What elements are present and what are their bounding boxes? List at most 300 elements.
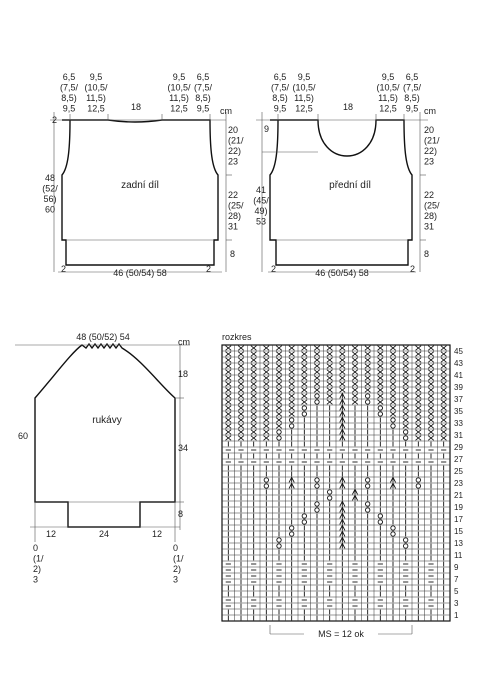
chart-symbol-cross: [251, 352, 257, 357]
chart-symbol-cross: [264, 394, 270, 399]
chart-row-number: 23: [454, 479, 463, 488]
chart-symbol-cross: [314, 358, 320, 363]
back-side-height-label: 22 (25/ 28) 31: [228, 190, 244, 232]
chart-symbol-cross: [276, 346, 282, 351]
chart-symbol-yarn-over: [315, 478, 319, 482]
chart-symbol-yarn-over: [403, 430, 407, 434]
chart-symbol-cross: [314, 364, 320, 369]
chart-symbol-decrease: [340, 411, 345, 416]
chart-symbol-cross: [416, 436, 422, 441]
chart-row-number: 27: [454, 455, 463, 464]
back-piece-title: zadní díl: [121, 180, 159, 191]
chart-symbol-cross: [314, 382, 320, 387]
chart-symbol-cross: [378, 400, 384, 405]
chart-symbol-decrease: [352, 495, 357, 500]
chart-symbol-cross: [390, 352, 396, 357]
chart-symbol-cross: [378, 364, 384, 369]
chart-symbol-cross: [416, 352, 422, 357]
chart-symbol-cross: [340, 370, 346, 375]
chart-symbol-yarn-over: [289, 418, 293, 422]
chart-symbol-cross: [289, 376, 295, 381]
front-neck-side-right-label: 9,5 (10,5/ 11,5) 12,5: [376, 72, 400, 114]
back-total-height-label: 48 (52/ 56) 60: [42, 173, 58, 215]
chart-symbol-cross: [352, 364, 358, 369]
chart-symbol-cross: [276, 424, 282, 429]
chart-symbol-cross: [378, 394, 384, 399]
chart-symbol-cross: [352, 376, 358, 381]
chart-symbol-cross: [416, 430, 422, 435]
chart-symbol-yarn-over: [378, 520, 382, 524]
stitch-chart-row-numbers: [454, 347, 463, 620]
chart-symbol-cross: [264, 436, 270, 441]
chart-symbol-yarn-over: [327, 490, 331, 494]
chart-symbol-cross: [251, 394, 257, 399]
chart-symbol-decrease: [340, 393, 345, 398]
chart-symbol-yarn-over: [315, 394, 319, 398]
chart-symbol-cross: [238, 358, 244, 363]
chart-symbol-cross: [302, 346, 308, 351]
chart-symbol-cross: [340, 352, 346, 357]
front-piece-title: přední díl: [329, 180, 371, 191]
chart-symbol-yarn-over: [378, 514, 382, 518]
chart-symbol-decrease: [340, 405, 345, 410]
chart-row-number: 25: [454, 467, 463, 476]
chart-symbol-cross: [428, 346, 434, 351]
sleeve-increase-right-label: 0 (1/ 2) 3: [173, 543, 184, 585]
chart-symbol-yarn-over: [365, 400, 369, 404]
chart-row-number: 9: [454, 563, 459, 572]
chart-row-number: 13: [454, 539, 463, 548]
chart-symbol-cross: [416, 400, 422, 405]
chart-symbol-cross: [416, 406, 422, 411]
chart-symbol-cross: [302, 364, 308, 369]
chart-symbol-cross: [251, 346, 257, 351]
chart-symbol-cross: [314, 388, 320, 393]
chart-symbol-cross: [340, 364, 346, 369]
chart-symbol-cross: [390, 394, 396, 399]
sleeve-top-width-label: 48 (50/52) 54: [76, 332, 130, 342]
chart-symbol-cross: [264, 418, 270, 423]
chart-symbol-yarn-over: [365, 484, 369, 488]
chart-symbol-cross: [378, 358, 384, 363]
chart-symbol-cross: [314, 370, 320, 375]
chart-symbol-cross: [238, 364, 244, 369]
chart-symbol-cross: [365, 376, 371, 381]
chart-symbol-cross: [403, 376, 409, 381]
sleeve-total-height-label: 60: [18, 431, 29, 441]
chart-symbol-cross: [352, 394, 358, 399]
chart-symbol-cross: [441, 388, 447, 393]
stitch-repeat-label: MS = 12 ok: [318, 629, 364, 639]
chart-symbol-cross: [238, 352, 244, 357]
chart-symbol-cross: [352, 358, 358, 363]
back-shoulder-right-label: 6,5 (7,5/ 8,5) 9,5: [193, 72, 213, 114]
chart-symbol-yarn-over: [416, 478, 420, 482]
front-bottom-width-label: 46 (50/54) 58: [315, 268, 369, 278]
chart-symbol-cross: [365, 370, 371, 375]
chart-symbol-cross: [416, 424, 422, 429]
chart-symbol-cross: [403, 364, 409, 369]
chart-symbol-cross: [264, 412, 270, 417]
chart-symbol-cross: [251, 358, 257, 363]
chart-symbol-yarn-over: [264, 478, 268, 482]
chart-symbol-cross: [390, 376, 396, 381]
front-unit-label: cm: [424, 106, 436, 116]
chart-symbol-decrease: [340, 417, 345, 422]
sleeve-bottom-left-label: 12: [45, 529, 57, 539]
chart-symbol-decrease: [340, 531, 345, 536]
chart-row-number: 39: [454, 383, 463, 392]
chart-symbol-cross: [264, 424, 270, 429]
chart-symbol-cross: [428, 358, 434, 363]
chart-symbol-cross: [416, 376, 422, 381]
chart-symbol-yarn-over: [289, 424, 293, 428]
chart-symbol-decrease: [340, 483, 345, 488]
sleeve-side-height-label: 34: [178, 443, 189, 453]
chart-symbol-yarn-over: [391, 418, 395, 422]
chart-symbol-cross: [251, 388, 257, 393]
chart-symbol-yarn-over: [365, 508, 369, 512]
chart-symbol-cross: [416, 388, 422, 393]
front-rib-edge-left-label: 2: [271, 264, 277, 274]
chart-symbol-cross: [340, 382, 346, 387]
chart-symbol-cross: [403, 370, 409, 375]
chart-symbol-cross: [340, 376, 346, 381]
chart-symbol-cross: [289, 388, 295, 393]
chart-symbol-cross: [289, 394, 295, 399]
chart-row-number: 33: [454, 419, 463, 428]
front-piece-schematic: [253, 72, 440, 278]
chart-symbol-cross: [276, 412, 282, 417]
chart-symbol-cross: [264, 346, 270, 351]
chart-symbol-cross: [289, 382, 295, 387]
chart-symbol-cross: [251, 430, 257, 435]
chart-symbol-cross: [276, 358, 282, 363]
chart-symbol-cross: [441, 364, 447, 369]
chart-symbol-cross: [441, 406, 447, 411]
chart-symbol-cross: [378, 382, 384, 387]
sleeve-outline: [35, 344, 175, 527]
chart-symbol-cross: [441, 382, 447, 387]
chart-symbol-cross: [365, 352, 371, 357]
chart-symbol-cross: [276, 418, 282, 423]
chart-symbol-cross: [302, 400, 308, 405]
chart-symbol-cross: [238, 388, 244, 393]
chart-symbol-cross: [238, 436, 244, 441]
sleeve-rib-height-label: 8: [178, 509, 184, 519]
chart-symbol-cross: [428, 436, 434, 441]
chart-symbol-cross: [289, 358, 295, 363]
sleeve-unit-label: cm: [178, 337, 190, 347]
chart-symbol-yarn-over: [277, 436, 281, 440]
back-rib-edge-right-label: 2: [206, 264, 212, 274]
chart-symbol-cross: [390, 400, 396, 405]
chart-symbol-cross: [327, 394, 333, 399]
chart-symbol-cross: [327, 388, 333, 393]
front-neck-side-left-label: 9,5 (10,5/ 11,5) 12,5: [292, 72, 316, 114]
chart-symbol-decrease: [340, 477, 345, 482]
chart-row-number: 37: [454, 395, 463, 404]
chart-symbol-cross: [403, 382, 409, 387]
chart-symbol-cross: [226, 346, 232, 351]
chart-symbol-cross: [327, 400, 333, 405]
chart-symbol-cross: [327, 382, 333, 387]
back-unit-label: cm: [220, 106, 232, 116]
chart-symbol-cross: [416, 370, 422, 375]
chart-symbol-cross: [390, 406, 396, 411]
chart-symbol-decrease: [340, 525, 345, 530]
chart-symbol-cross: [390, 358, 396, 363]
chart-symbol-cross: [340, 358, 346, 363]
chart-symbol-cross: [378, 346, 384, 351]
chart-row-number: 5: [454, 587, 459, 596]
chart-symbol-cross: [441, 346, 447, 351]
chart-symbol-yarn-over: [378, 412, 382, 416]
chart-symbol-cross: [327, 352, 333, 357]
chart-symbol-cross: [226, 382, 232, 387]
stitch-chart: [222, 332, 463, 639]
front-total-height-label: 41 (45/ 49) 53: [253, 185, 269, 227]
chart-symbol-yarn-over: [315, 484, 319, 488]
chart-row-number: 19: [454, 503, 463, 512]
chart-symbol-yarn-over: [289, 526, 293, 530]
chart-symbol-cross: [441, 376, 447, 381]
chart-symbol-yarn-over: [289, 532, 293, 536]
chart-symbol-cross: [289, 400, 295, 405]
chart-symbol-yarn-over: [302, 520, 306, 524]
back-piece-outline: [62, 120, 218, 265]
chart-symbol-cross: [238, 394, 244, 399]
chart-symbol-cross: [340, 346, 346, 351]
back-bottom-width-label: 46 (50/54) 58: [113, 268, 167, 278]
chart-symbol-cross: [314, 352, 320, 357]
chart-row-number: 17: [454, 515, 463, 524]
chart-symbol-cross: [403, 346, 409, 351]
chart-symbol-cross: [428, 382, 434, 387]
chart-symbol-cross: [365, 388, 371, 393]
back-neck-depth-label: 2: [52, 115, 58, 125]
front-piece-outline: [270, 120, 412, 265]
chart-symbol-yarn-over: [416, 484, 420, 488]
chart-symbol-cross: [226, 406, 232, 411]
back-neck-side-left-label: 9,5 (10,5/ 11,5) 12,5: [84, 72, 108, 114]
chart-symbol-cross: [289, 412, 295, 417]
chart-symbol-decrease: [340, 513, 345, 518]
chart-symbol-cross: [403, 412, 409, 417]
chart-symbol-yarn-over: [327, 496, 331, 500]
chart-symbol-cross: [238, 418, 244, 423]
chart-symbol-decrease: [340, 501, 345, 506]
chart-symbol-cross: [365, 382, 371, 387]
chart-row-number: 29: [454, 443, 463, 452]
chart-symbol-cross: [264, 382, 270, 387]
chart-symbol-yarn-over: [302, 412, 306, 416]
chart-symbol-cross: [251, 406, 257, 411]
chart-symbol-cross: [365, 346, 371, 351]
chart-symbol-cross: [441, 418, 447, 423]
chart-symbol-cross: [327, 370, 333, 375]
back-neck-width-label: 18: [130, 102, 142, 112]
chart-symbol-yarn-over: [378, 406, 382, 410]
chart-symbol-cross: [428, 352, 434, 357]
chart-symbol-decrease: [340, 435, 345, 440]
chart-symbol-yarn-over: [391, 424, 395, 428]
back-piece-schematic: [42, 72, 244, 278]
chart-symbol-cross: [276, 364, 282, 369]
chart-symbol-yarn-over: [315, 508, 319, 512]
chart-symbol-cross: [302, 370, 308, 375]
front-side-height-label: 22 (25/ 28) 31: [424, 190, 440, 232]
chart-symbol-cross: [441, 358, 447, 363]
chart-symbol-cross: [390, 412, 396, 417]
back-shoulder-left-label: 6,5 (7,5/ 8,5) 9,5: [59, 72, 79, 114]
chart-symbol-cross: [428, 430, 434, 435]
chart-symbol-cross: [226, 394, 232, 399]
chart-symbol-cross: [403, 418, 409, 423]
chart-symbol-cross: [264, 388, 270, 393]
chart-symbol-cross: [403, 394, 409, 399]
chart-symbol-cross: [251, 370, 257, 375]
chart-symbol-cross: [302, 388, 308, 393]
chart-symbol-cross: [289, 364, 295, 369]
chart-symbol-cross: [327, 346, 333, 351]
chart-symbol-decrease: [289, 483, 294, 488]
chart-symbol-cross: [276, 394, 282, 399]
chart-symbol-cross: [302, 382, 308, 387]
chart-symbol-cross: [226, 400, 232, 405]
chart-symbol-cross: [416, 418, 422, 423]
chart-symbol-cross: [365, 364, 371, 369]
chart-symbol-cross: [251, 382, 257, 387]
chart-row-number: 31: [454, 431, 463, 440]
chart-symbol-cross: [416, 382, 422, 387]
chart-symbol-cross: [264, 358, 270, 363]
chart-symbol-cross: [289, 346, 295, 351]
chart-symbol-cross: [352, 352, 358, 357]
chart-symbol-decrease: [352, 489, 357, 494]
chart-symbol-cross: [251, 400, 257, 405]
back-rib-edge-left-label: 2: [61, 264, 67, 274]
chart-symbol-cross: [302, 376, 308, 381]
sleeve-increase-left-label: 0 (1/ 2) 3: [33, 543, 44, 585]
chart-symbol-decrease: [340, 399, 345, 404]
chart-symbol-decrease: [340, 429, 345, 434]
chart-symbol-cross: [238, 412, 244, 417]
chart-symbol-cross: [428, 376, 434, 381]
chart-symbol-cross: [276, 388, 282, 393]
chart-symbol-cross: [416, 346, 422, 351]
chart-symbol-yarn-over: [365, 394, 369, 398]
chart-symbol-cross: [238, 406, 244, 411]
chart-symbol-cross: [226, 436, 232, 441]
sleeve-cap-height-label: 18: [178, 369, 189, 379]
sleeve-title: rukávy: [92, 415, 122, 426]
chart-symbol-decrease: [390, 477, 395, 482]
chart-symbol-decrease: [340, 507, 345, 512]
chart-symbol-cross: [352, 388, 358, 393]
chart-symbol-cross: [264, 406, 270, 411]
chart-symbol-cross: [302, 352, 308, 357]
chart-symbol-cross: [264, 352, 270, 357]
chart-symbol-cross: [251, 418, 257, 423]
chart-symbol-cross: [314, 346, 320, 351]
chart-symbol-cross: [428, 394, 434, 399]
chart-symbol-cross: [276, 352, 282, 357]
chart-symbol-cross: [340, 388, 346, 393]
front-neck-depth-label: 9: [264, 124, 270, 134]
back-rib-height-label: 8: [230, 249, 236, 259]
chart-symbol-yarn-over: [365, 502, 369, 506]
chart-symbol-cross: [264, 370, 270, 375]
chart-symbol-cross: [226, 388, 232, 393]
chart-symbol-cross: [238, 424, 244, 429]
chart-symbol-cross: [441, 424, 447, 429]
chart-symbol-cross: [428, 418, 434, 423]
chart-symbol-cross: [327, 376, 333, 381]
chart-row-number: 41: [454, 371, 463, 380]
sleeve-schematic: [15, 332, 190, 585]
chart-symbol-cross: [428, 412, 434, 417]
chart-symbol-cross: [441, 352, 447, 357]
chart-symbol-decrease: [390, 483, 395, 488]
chart-symbol-cross: [264, 364, 270, 369]
chart-symbol-cross: [352, 370, 358, 375]
sleeve-bottom-center-label: 24: [98, 529, 110, 539]
chart-symbol-cross: [264, 400, 270, 405]
chart-symbol-cross: [378, 352, 384, 357]
front-shoulder-right-label: 6,5 (7,5/ 8,5) 9,5: [402, 72, 422, 114]
chart-symbol-cross: [416, 358, 422, 363]
chart-symbol-cross: [441, 400, 447, 405]
back-neck-side-right-label: 9,5 (10,5/ 11,5) 12,5: [167, 72, 191, 114]
chart-symbol-yarn-over: [302, 406, 306, 410]
chart-symbol-cross: [276, 382, 282, 387]
chart-symbol-decrease: [340, 543, 345, 548]
chart-row-number: 35: [454, 407, 463, 416]
chart-symbol-cross: [251, 412, 257, 417]
chart-symbol-yarn-over: [391, 532, 395, 536]
chart-symbol-cross: [238, 382, 244, 387]
chart-symbol-yarn-over: [403, 538, 407, 542]
chart-row-number: 45: [454, 347, 463, 356]
chart-symbol-yarn-over: [264, 484, 268, 488]
chart-symbol-cross: [226, 424, 232, 429]
stitch-chart-title: rozkres: [222, 332, 252, 342]
chart-symbol-cross: [390, 370, 396, 375]
chart-symbol-cross: [390, 382, 396, 387]
chart-row-number: 7: [454, 575, 459, 584]
chart-symbol-yarn-over: [277, 538, 281, 542]
chart-symbol-cross: [314, 376, 320, 381]
chart-symbol-cross: [327, 358, 333, 363]
chart-symbol-cross: [403, 406, 409, 411]
chart-symbol-cross: [289, 406, 295, 411]
chart-row-number: 3: [454, 599, 459, 608]
back-armhole-height-label: 20 (21/ 22) 23: [228, 125, 244, 167]
chart-symbol-yarn-over: [315, 400, 319, 404]
chart-symbol-cross: [226, 376, 232, 381]
chart-symbol-cross: [352, 346, 358, 351]
chart-symbol-cross: [238, 370, 244, 375]
front-shoulder-left-label: 6,5 (7,5/ 8,5) 9,5: [270, 72, 290, 114]
chart-symbol-cross: [276, 400, 282, 405]
chart-symbol-cross: [428, 370, 434, 375]
chart-symbol-cross: [403, 388, 409, 393]
front-rib-height-label: 8: [424, 249, 430, 259]
chart-symbol-cross: [226, 364, 232, 369]
chart-symbol-cross: [352, 400, 358, 405]
chart-symbol-cross: [428, 364, 434, 369]
